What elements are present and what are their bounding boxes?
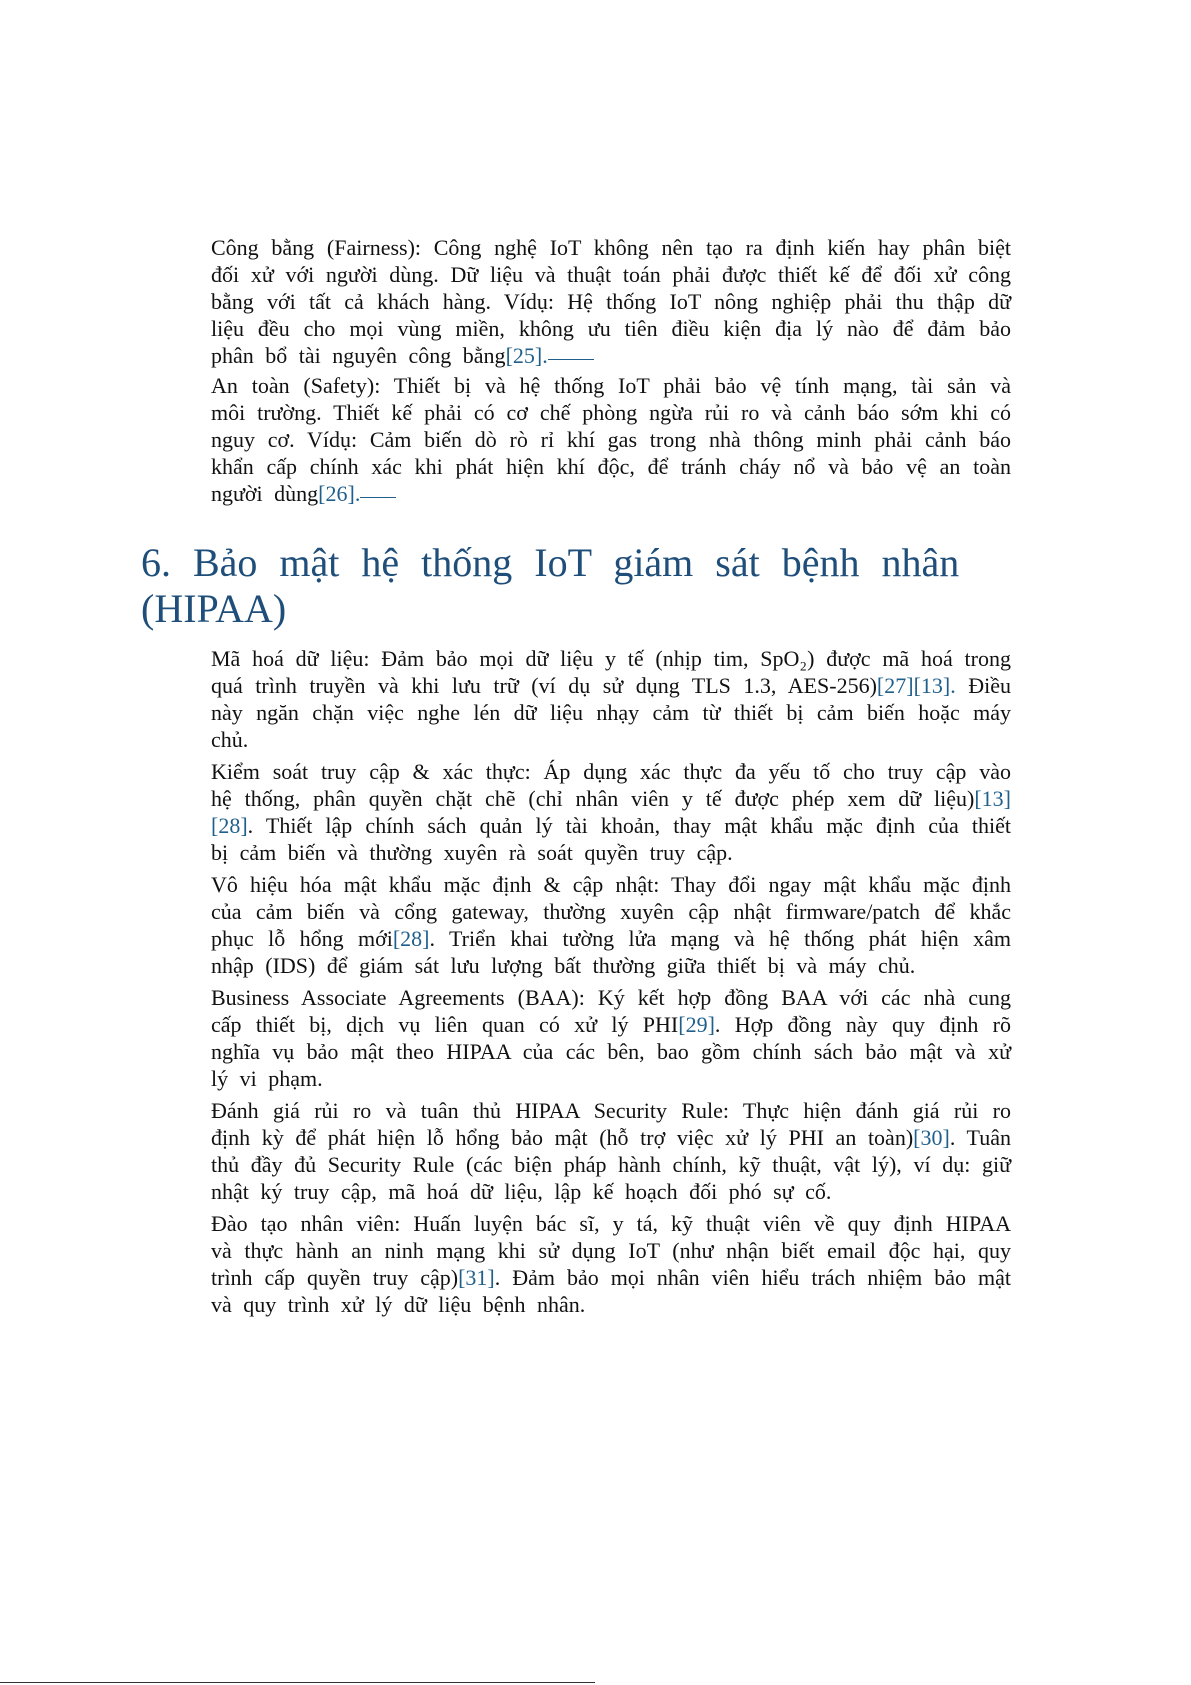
citation-link[interactable]: [30] (913, 1125, 950, 1150)
citation-link[interactable]: [28] (392, 926, 430, 951)
list-item-fairness (0, 234, 1011, 369)
list-item-access-control (0, 758, 1011, 866)
list-item-safety (0, 372, 1011, 507)
item-text: Đào tạo nhân viên: Huấn luyện bác sĩ, y tá, kỹ thuật viên về quy định HIPAA và thực hành an ninh mạng khi sử dụng IoT (như nhận biết email độc hại, quy trình cấp quyền truy cập) (211, 1211, 1011, 1290)
hipaa-measures-list (0, 645, 1011, 1323)
item-text-cont: . Hợp đồng này quy định rõ nghĩa vụ bảo mật theo HIPAA của các bên, bao gồm chính sách bảo mật và xử lý vi phạm. (211, 1012, 1011, 1091)
list-item-risk-assessment (0, 1097, 1011, 1205)
section-heading: 6. Bảo mật hệ thống IoT giám sát bệnh nhân (HIPAA) (141, 540, 960, 631)
citation-link[interactable]: [29] (678, 1012, 715, 1037)
citation-link[interactable]: [13][28] (211, 786, 1011, 838)
item-text: Mã hoá dữ liệu: Đảm bảo mọi dữ liệu y tế (nhịp tim, SpO₂) được mã hoá trong quá trình truyền và khi lưu trữ (ví dụ sử dụng TLS 1.3, AES-256) (211, 646, 1011, 698)
underline-mark (360, 497, 396, 498)
item-text: An toàn (Safety): Thiết bị và hệ thống IoT phải bảo vệ tính mạng, tài sản và môi trường. Thiết kế phải có cơ chế phòng ngừa rủi ro và cảnh báo sớm khi có nguy cơ. Vídụ: Cảm biến dò rò rỉ khí gas trong nhà thông minh phải cảnh báo khẩn cấp chính xác khi phát hiện khí độc, để tránh cháy nổ và bảo vệ an toàn người dùng (211, 373, 1011, 506)
principles-list (0, 234, 1011, 510)
item-text: Business Associate Agreements (BAA): Ký kết hợp đồng BAA với các nhà cung cấp thiết bị, dịch vụ liên quan có xử lý PHI (211, 985, 1011, 1037)
item-text: Công bằng (Fairness): Công nghệ IoT không nên tạo ra định kiến hay phân biệt đối xử với người dùng. Dữ liệu và thuật toán phải được thiết kế để đối xử công bằng với tất cả khách hàng. Vídụ: Hệ thống IoT nông nghiệp phải thu thập dữ liệu đều cho mọi vùng miền, không ưu tiên điều kiện địa lý nào để đảm bảo phân bổ tài nguyên công bằng (211, 235, 1011, 368)
item-text: Kiểm soát truy cập & xác thực: Áp dụng xác thực đa yếu tố cho truy cập vào hệ thống, phân quyền chặt chẽ (chỉ nhân viên y tế được phép xem dữ liệu) (211, 759, 1011, 811)
item-text-cont: . Tuân thủ đầy đủ Security Rule (các biện pháp hành chính, kỹ thuật, vật lý), ví dụ: giữ nhật ký truy cập, mã hoá dữ liệu, lập kế hoạch đối phó sự cố. (211, 1125, 1011, 1204)
citation-link[interactable]: [31] (458, 1265, 495, 1290)
item-text-cont: . Đảm bảo mọi nhân viên hiểu trách nhiệm bảo mật và quy trình xử lý dữ liệu bệnh nhân. (211, 1265, 1012, 1317)
footnote-separator (0, 1682, 595, 1683)
item-text: Vô hiệu hóa mật khẩu mặc định & cập nhật: Thay đổi ngay mật khẩu mặc định của cảm biến và cổng gateway, thường xuyên cập nhật firmware/patch để khắc phục lỗ hổng mới (211, 872, 1011, 951)
item-text-cont: Điều này ngăn chặn việc nghe lén dữ liệu nhạy cảm từ thiết bị cảm biến hoặc máy chủ. (211, 673, 1011, 752)
item-text-cont: . Triển khai tường lửa mạng và hệ thống phát hiện xâm nhập (IDS) để giám sát lưu lượng bất thường giữa thiết bị và máy chủ. (211, 926, 1011, 978)
list-item-baa (0, 984, 1011, 1092)
item-text-cont: . Thiết lập chính sách quản lý tài khoản, thay mật khẩu mặc định của thiết bị cảm biến và thường xuyên rà soát quyền truy cập. (211, 813, 1011, 865)
citation-link[interactable]: [25]. (505, 343, 548, 368)
citation-link[interactable]: [26]. (318, 481, 361, 506)
underline-mark (548, 359, 594, 360)
list-item-encryption (0, 645, 1011, 753)
list-item-staff-training (0, 1210, 1011, 1318)
citation-link[interactable]: [27][13]. (876, 673, 956, 698)
list-item-default-passwords (0, 871, 1011, 979)
item-text: Đánh giá rủi ro và tuân thủ HIPAA Security Rule: Thực hiện đánh giá rủi ro định kỳ để phát hiện lỗ hổng bảo mật (hỗ trợ việc xử lý PHI an toàn) (211, 1098, 1011, 1150)
